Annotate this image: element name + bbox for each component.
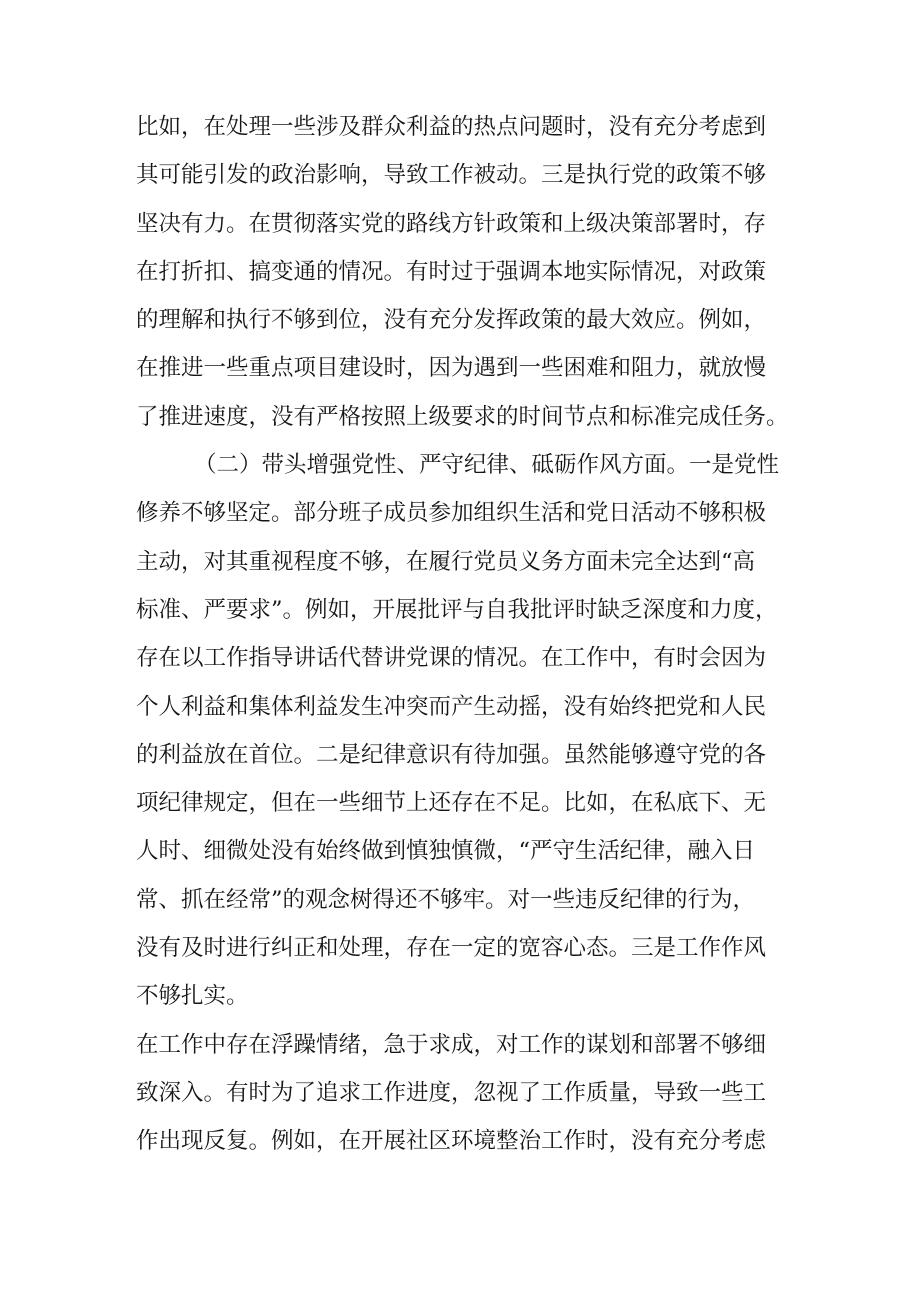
text-line: 在工作中存在浮躁情绪，急于求成，对工作的谋划和部署不够细 bbox=[136, 1031, 767, 1058]
text-line: 没有及时进行纠正和处理，存在一定的宽容心态。三是工作作风 bbox=[136, 935, 767, 962]
text-line: 的利益放在首位。二是纪律意识有待加强。虽然能够遵守党的各 bbox=[136, 741, 767, 768]
text-line: 修养不够坚定。部分班子成员参加组织生活和党日活动不够积极 bbox=[136, 500, 767, 527]
text-line: 比如，在处理一些涉及群众利益的热点问题时，没有充分考虑到 bbox=[136, 114, 767, 140]
document-body bbox=[136, 103, 796, 1166]
text-line: 了推进速度，没有严格按照上级要求的时间节点和标准完成任务。 bbox=[136, 403, 789, 430]
section-heading-line: （二）带头增强党性、严守纪律、砥砺作风方面。一是党性 bbox=[194, 452, 780, 479]
text-line: 坚决有力。在贯彻落实党的路线方针政策和上级决策部署时，存 bbox=[136, 210, 767, 237]
text-line: 致深入。有时为了追求工作进度，忽视了工作质量，导致一些工 bbox=[136, 1079, 767, 1106]
text-line: 个人利益和集体利益发生冲突而产生动摇，没有始终把党和人民 bbox=[136, 693, 767, 720]
text-line: 标准、严要求”。例如，开展批评与自我批评时缺乏深度和力度， bbox=[136, 596, 778, 623]
text-line: 人时、细微处没有始终做到慎独慎微，“严守生活纪律，融入日 bbox=[136, 838, 756, 865]
text-line: 项纪律规定，但在一些细节上还存在不足。比如，在私底下、无 bbox=[136, 790, 767, 817]
text-line: 其可能引发的政治影响，导致工作被动。三是执行党的政策不够 bbox=[136, 162, 767, 189]
text-line: 存在以工作指导讲话代替讲党课的情况。在工作中，有时会因为 bbox=[136, 645, 767, 672]
text-line: 主动，对其重视程度不够，在履行党员义务方面未完全达到“高 bbox=[136, 548, 756, 575]
text-line: 不够扎实。 bbox=[136, 983, 249, 1010]
text-line: 在打折扣、搞变通的情况。有时过于强调本地实际情况，对政策 bbox=[136, 258, 767, 285]
text-line: 常、抓在经常”的观念树得还不够牢。对一些违反纪律的行为， bbox=[136, 886, 756, 913]
text-line: 作出现反复。例如，在开展社区环境整治工作时，没有充分考虑 bbox=[136, 1128, 767, 1155]
text-line: 的理解和执行不够到位，没有充分发挥政策的最大效应。例如， bbox=[136, 307, 767, 334]
text-line: 在推进一些重点项目建设时，因为遇到一些困难和阻力，就放慢 bbox=[136, 355, 767, 382]
